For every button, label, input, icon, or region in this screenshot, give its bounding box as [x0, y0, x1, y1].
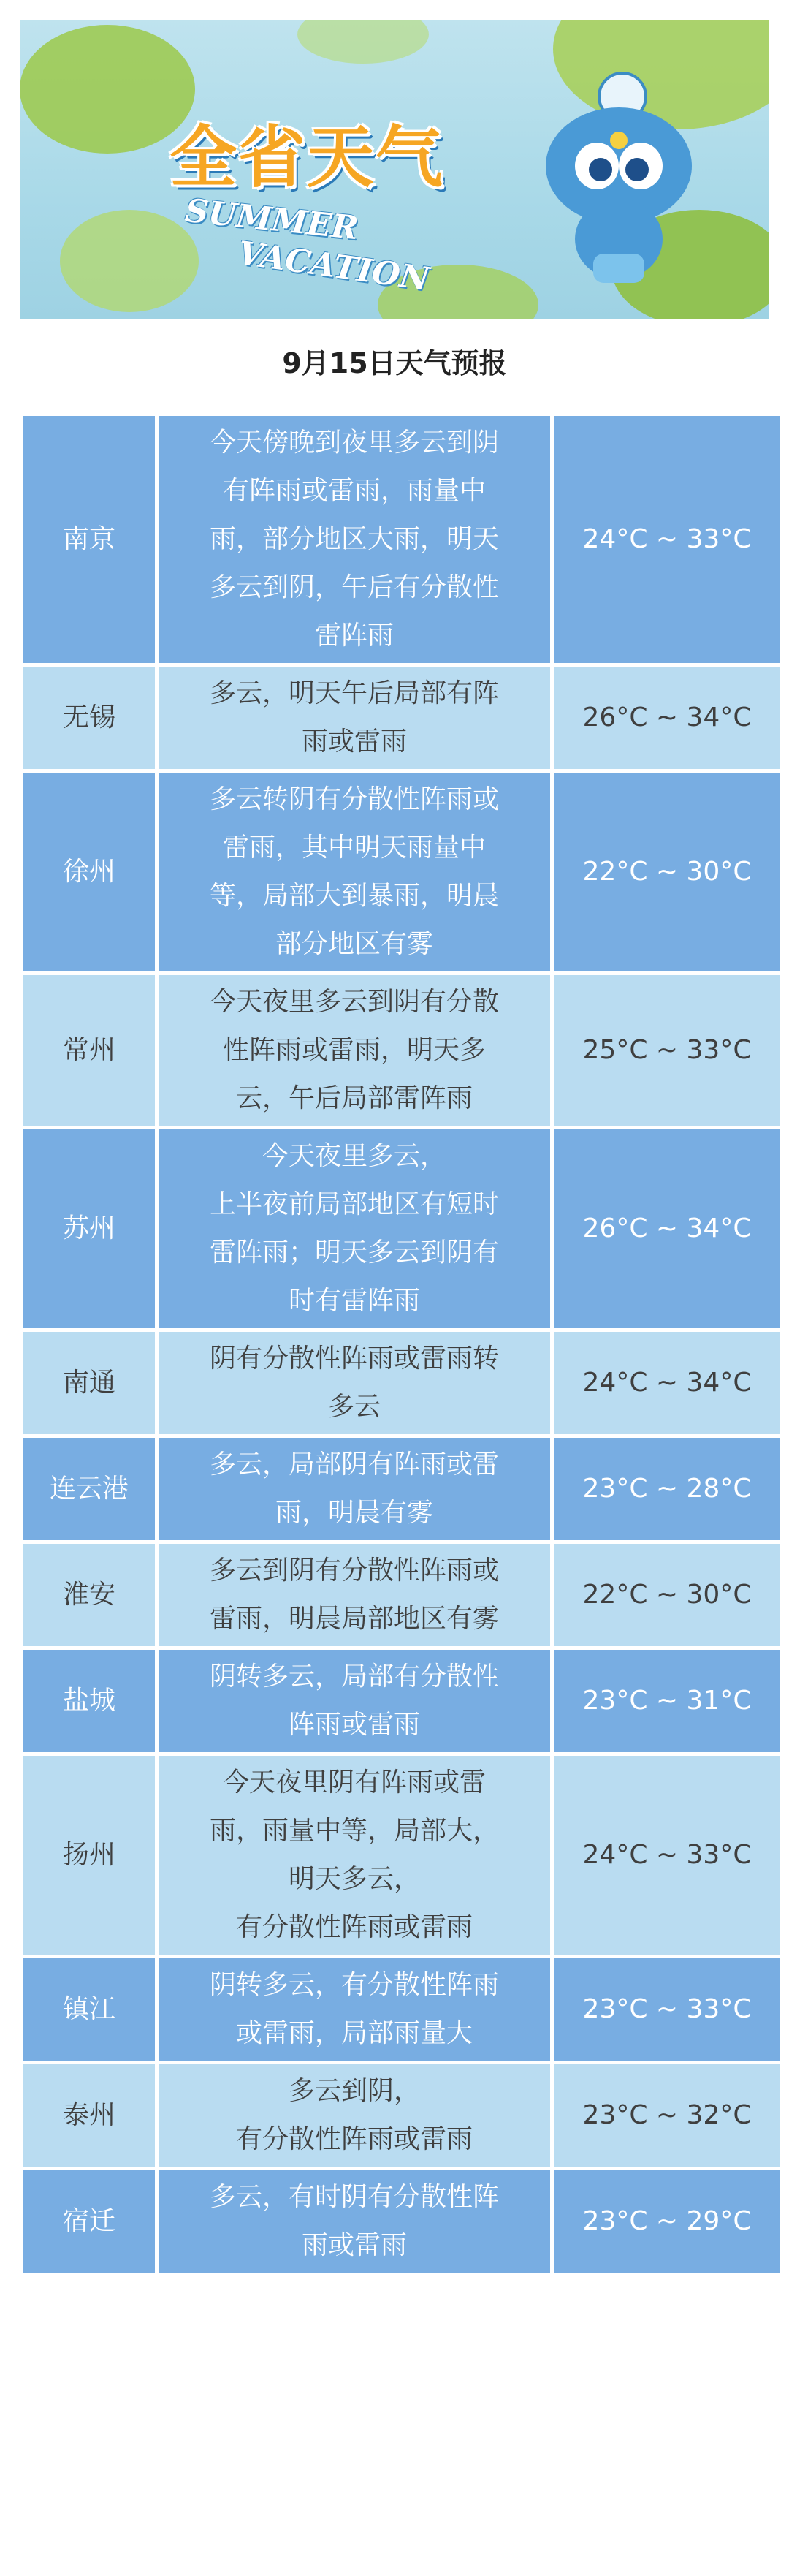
forecast-desc-line: 有分散性阵雨或雷雨 — [235, 2124, 473, 2154]
forecast-desc-cell — [157, 1542, 552, 1648]
forecast-desc-cell — [157, 771, 552, 974]
temperature-cell: 23°C ~ 28°C — [552, 1436, 782, 1542]
forecast-desc-cell — [157, 665, 552, 771]
forecast-desc-line: 有阵雨或雷雨，雨量中 — [222, 476, 486, 506]
forecast-desc-line: 雨，部分地区大雨，明天 — [209, 524, 499, 554]
forecast-desc-line: 多云到阴， — [288, 2076, 420, 2106]
table-row — [22, 414, 782, 665]
temperature-cell: 24°C ~ 33°C — [552, 414, 782, 665]
forecast-desc-line: 上半夜前局部地区有短时 — [209, 1189, 499, 1219]
forecast-desc-line: 云，午后局部雷阵雨 — [235, 1083, 473, 1113]
table-row — [22, 1542, 782, 1648]
city-cell: 徐州 — [22, 771, 157, 974]
forecast-desc-line: 雨或雷雨 — [301, 2230, 407, 2260]
forecast-desc-cell — [157, 2063, 552, 2169]
table-row — [22, 1330, 782, 1436]
city-cell: 南通 — [22, 1330, 157, 1436]
banner-subtitle-summer: SUMMER — [183, 192, 360, 248]
forecast-desc-cell — [157, 974, 552, 1128]
forecast-desc-line: 雷阵雨；明天多云到阴有 — [209, 1238, 499, 1268]
forecast-desc-line: 阴转多云，有分散性阵雨 — [209, 1970, 499, 2000]
forecast-desc-cell — [157, 1648, 552, 1754]
forecast-desc-line: 多云转阴有分散性阵雨或 — [209, 784, 499, 814]
city-cell: 镇江 — [22, 1957, 157, 2063]
table-row — [22, 2169, 782, 2275]
temperature-cell: 26°C ~ 34°C — [552, 665, 782, 771]
forecast-desc-line: 多云，有时阴有分散性阵 — [209, 2182, 499, 2212]
forecast-desc-line: 明天多云， — [288, 1864, 420, 1894]
city-cell: 无锡 — [22, 665, 157, 771]
header-banner — [20, 20, 769, 319]
forecast-desc-line: 多云，局部阴有阵雨或雷 — [209, 1450, 499, 1480]
forecast-desc-line: 阴转多云，局部有分散性 — [209, 1662, 499, 1692]
forecast-desc-line: 雨，雨量中等，局部大， — [209, 1816, 499, 1846]
temperature-cell: 26°C ~ 34°C — [552, 1128, 782, 1330]
temperature-cell: 24°C ~ 33°C — [552, 1754, 782, 1957]
forecast-table — [20, 412, 784, 2276]
table-row — [22, 1128, 782, 1330]
table-row — [22, 1957, 782, 2063]
forecast-desc-line: 性阵雨或雷雨，明天多 — [222, 1035, 486, 1065]
table-row — [22, 665, 782, 771]
page-title: 9月15日天气预报 — [282, 347, 507, 379]
city-cell: 南京 — [22, 414, 157, 665]
city-cell: 淮安 — [22, 1542, 157, 1648]
table-row — [22, 771, 782, 974]
forecast-desc-line: 阴有分散性阵雨或雷雨转 — [209, 1344, 499, 1374]
forecast-desc-line: 有分散性阵雨或雷雨 — [235, 1912, 473, 1942]
forecast-desc-line: 雷雨，其中明天雨量中 — [222, 833, 486, 863]
forecast-desc-line: 雷雨，明晨局部地区有雾 — [209, 1604, 499, 1634]
temperature-cell: 23°C ~ 31°C — [552, 1648, 782, 1754]
forecast-desc-cell — [157, 1436, 552, 1542]
forecast-desc-line: 时有雷阵雨 — [288, 1286, 420, 1316]
forecast-desc-line: 多云，明天午后局部有阵 — [209, 678, 499, 708]
city-cell: 宿迁 — [22, 2169, 157, 2275]
city-cell: 盐城 — [22, 1648, 157, 1754]
forecast-desc-cell — [157, 414, 552, 665]
forecast-desc-cell — [157, 1957, 552, 2063]
temperature-cell: 22°C ~ 30°C — [552, 771, 782, 974]
forecast-desc-line: 今天傍晚到夜里多云到阴 — [209, 428, 499, 458]
banner-subtitle-vacation: VACATION — [235, 234, 432, 299]
forecast-desc-line: 多云到阴有分散性阵雨或 — [209, 1556, 499, 1586]
forecast-desc-line: 等，局部大到暴雨，明晨 — [209, 881, 499, 911]
forecast-desc-line: 今天夜里阴有阵雨或雷 — [222, 1768, 486, 1797]
temperature-cell: 22°C ~ 30°C — [552, 1542, 782, 1648]
banner-title: 全省天气 — [169, 118, 445, 197]
table-row — [22, 1436, 782, 1542]
forecast-desc-cell — [157, 1330, 552, 1436]
forecast-desc-line: 雨，明晨有雾 — [275, 1498, 433, 1528]
forecast-desc-line: 多云到阴，午后有分散性 — [209, 572, 499, 602]
forecast-desc-line: 雷阵雨 — [314, 621, 394, 651]
forecast-desc-line: 阵雨或雷雨 — [288, 1710, 420, 1740]
forecast-desc-cell — [157, 2169, 552, 2275]
table-row — [22, 974, 782, 1128]
forecast-desc-line: 部分地区有雾 — [275, 929, 433, 959]
forecast-desc-cell — [157, 1754, 552, 1957]
forecast-desc-line: 今天夜里多云， — [262, 1141, 446, 1171]
forecast-desc-line: 或雷雨，局部雨量大 — [235, 2018, 473, 2048]
forecast-desc-line: 今天夜里多云到阴有分散 — [209, 987, 499, 1017]
temperature-cell: 25°C ~ 33°C — [552, 974, 782, 1128]
forecast-desc-line: 多云 — [327, 1392, 381, 1422]
city-cell: 扬州 — [22, 1754, 157, 1957]
city-cell: 常州 — [22, 974, 157, 1128]
forecast-desc-cell — [157, 1128, 552, 1330]
forecast-desc-line: 雨或雷雨 — [301, 727, 407, 757]
temperature-cell: 24°C ~ 34°C — [552, 1330, 782, 1436]
city-cell: 连云港 — [22, 1436, 157, 1542]
table-row — [22, 1648, 782, 1754]
city-cell: 泰州 — [22, 2063, 157, 2169]
table-row — [22, 2063, 782, 2169]
temperature-cell: 23°C ~ 29°C — [552, 2169, 782, 2275]
city-cell: 苏州 — [22, 1128, 157, 1330]
temperature-cell: 23°C ~ 32°C — [552, 2063, 782, 2169]
temperature-cell: 23°C ~ 33°C — [552, 1957, 782, 2063]
table-row — [22, 1754, 782, 1957]
